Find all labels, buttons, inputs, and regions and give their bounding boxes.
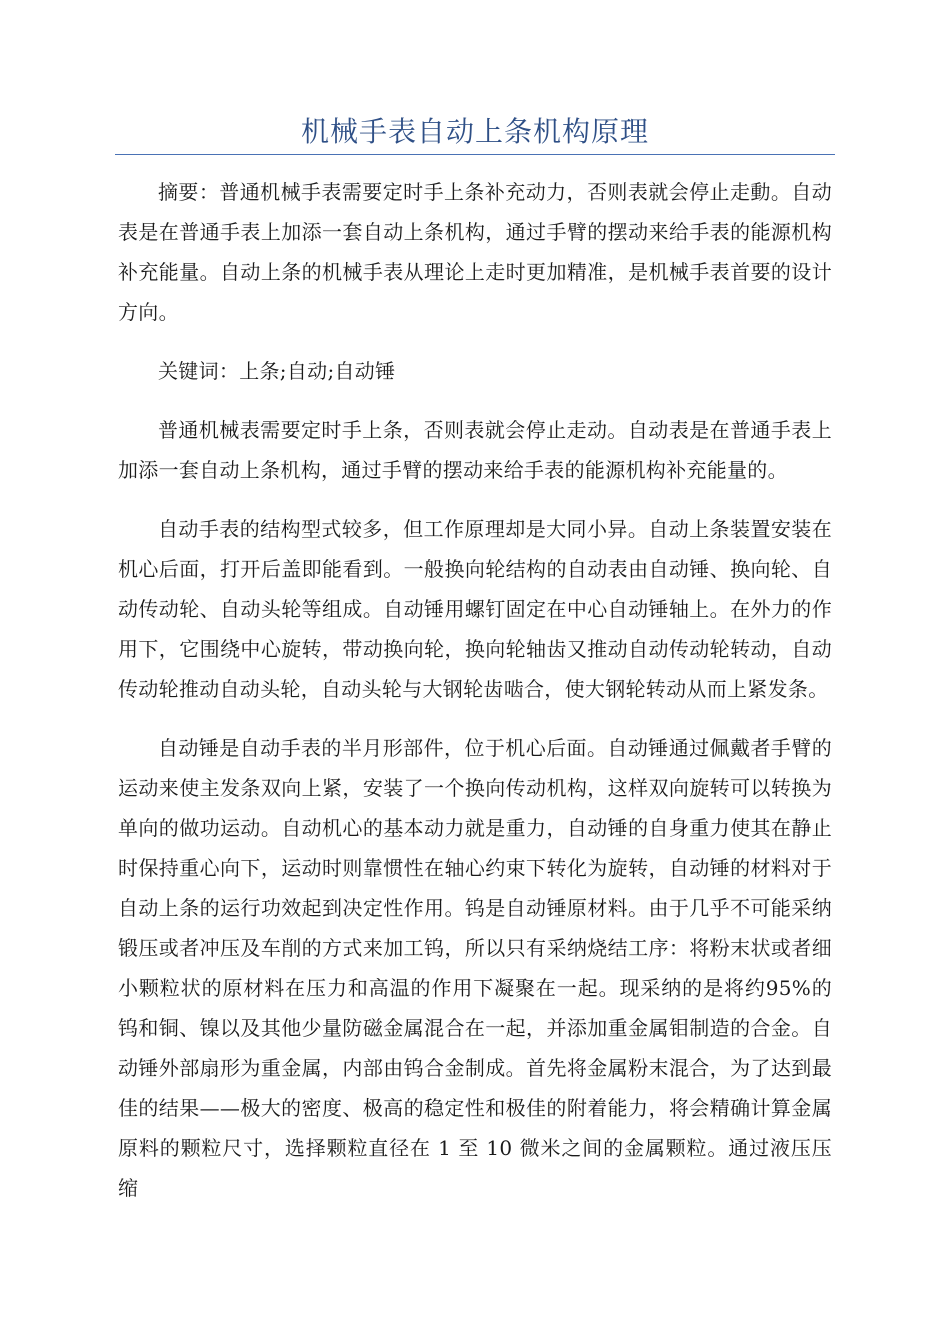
body-paragraph-3: 自动锤是自动手表的半月形部件，位于机心后面。自动锤通过佩戴者手臂的运动来使主发条双向上紧，安装了一个换向传动机构，这样双向旋转可以转换为单向的做功运动。自动机心的基本动力就是重力，自动锤的自身重力使其在静止时保持重心向下，运动时则靠惯性在轴心约束下转化为旋转，自动锤的材料对于自动上条的运行功效起到决定性作用。钨是自动锤原材料。由于几乎不可能采纳锻压或者冲压及车削的方式来加工钨，所以只有采纳烧结工序：将粉末状或者细小颗粒状的原材料在压力和高温的作用下凝聚在一起。现采纳的是将约95%的钨和铜、镍以及其他少量防磁金属混合在一起，并添加重金属钼制造的合金。自动锤外部扇形为重金属，内部由钨合金制成。首先将金属粉末混合，为了达到最佳的结果——极大的密度、极高的稳定性和极佳的附着能力，将会精确计算金属原料的颗粒尺寸，选择颗粒直径在 1 至 10 微米之间的金属颗粒。通过液压压缩 (118, 736, 832, 1200)
document-body (118, 172, 832, 1208)
page-title: 机械手表自动上条机构原理 (300, 115, 649, 148)
body-paragraph-1: 普通机械表需要定时手上条，否则表就会停止走动。自动表是在普通手表上加添一套自动上条机构，通过手臂的摆动来给手表的能源机构补充能量的。 (118, 418, 832, 482)
abstract-paragraph: 摘要：普通机械手表需要定时手上条补充动力，否则表就会停止走動。自动表是在普通手表上加添一套自动上条机构，通过手臂的摆动来给手表的能源机构补充能量。自动上条的机械手表从理论上走时更加精准，是机械手表首要的设计方向。 (118, 180, 832, 324)
keywords-paragraph: 关键词：上条;自动;自动锤 (158, 359, 396, 383)
body-paragraph-2: 自动手表的结构型式较多，但工作原理却是大同小异。自动上条装置安装在机心后面，打开后盖即能看到。一般换向轮结构的自动表由自动锤、换向轮、自动传动轮、自动头轮等组成。自动锤用螺钉固定在中心自动锤轴上。在外力的作用下，它围绕中心旋转，带动换向轮，换向轮轴齿又推动自动传动轮转动，自动传动轮推动自动头轮，自动头轮与大钢轮齿啮合，使大钢轮转动从而上紧发条。 (118, 517, 832, 701)
title-underline (115, 154, 835, 155)
